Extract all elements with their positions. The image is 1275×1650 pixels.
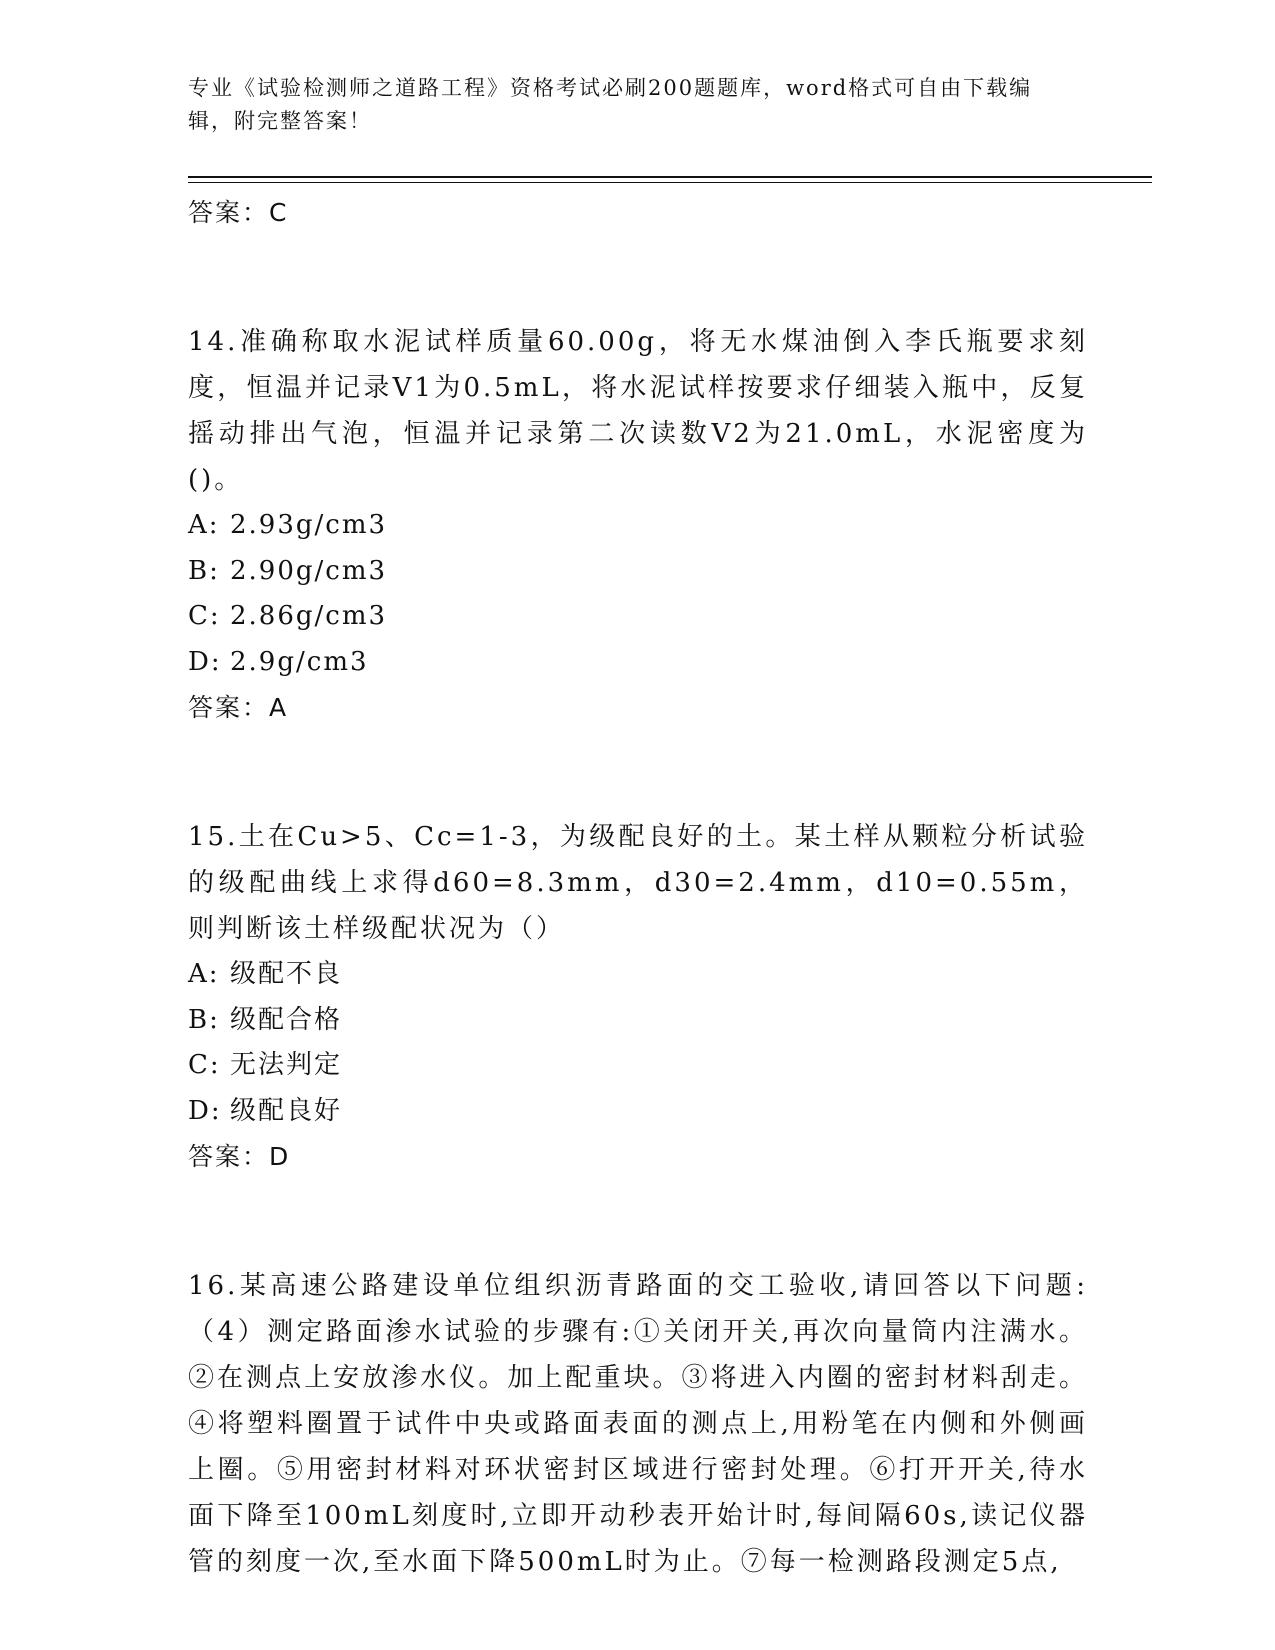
question-15 <box>188 814 1088 1180</box>
option-text: 级配不良 <box>230 959 343 989</box>
header-divider-thin <box>188 182 1152 183</box>
option-text: 级配合格 <box>230 1004 343 1035</box>
option-letter: D: <box>188 1095 222 1126</box>
option-letter: C: <box>188 1050 221 1080</box>
question-14 <box>188 319 1088 731</box>
header-divider <box>188 176 1152 178</box>
option-b <box>188 998 1088 1044</box>
option-text: 2.86g/cm3 <box>230 601 388 631</box>
question-16 <box>188 1263 1088 1585</box>
answer-13: 答案：C <box>188 198 289 227</box>
option-c <box>188 1043 1088 1089</box>
option-d <box>188 640 1088 686</box>
option-text: 2.9g/cm3 <box>230 646 369 677</box>
option-text: 级配良好 <box>230 1095 343 1126</box>
option-c <box>188 594 1088 640</box>
question-stem: 15.土在Cu>5、Cc=1-3，为级配良好的土。某土样从颗粒分析试验的级配曲线上求得d60=8.3mm，d30=2.4mm，d10=0.55m，则判断该土样级配状况为（） <box>188 822 1088 944</box>
option-text: 2.93g/cm3 <box>230 510 388 540</box>
option-a <box>188 952 1088 998</box>
option-a <box>188 503 1088 549</box>
answer-15: 答案：D <box>188 1142 291 1171</box>
document-body <box>188 190 1088 1585</box>
option-text: 无法判定 <box>230 1050 343 1080</box>
option-letter: B: <box>188 1004 220 1035</box>
option-b <box>188 549 1088 595</box>
answer-14: 答案：A <box>188 693 289 722</box>
option-letter: A: <box>188 959 220 989</box>
page-header: 专业《试验检测师之道路工程》资格考试必刷200题题库，word格式可自由下载编辑，附完整答案！ <box>188 76 1033 133</box>
option-letter: A: <box>188 510 220 540</box>
question-stem: 16.某高速公路建设单位组织沥青路面的交工验收,请回答以下问题:（4）测定路面渗水试验的步骤有:①关闭开关,再次向量筒内注满水。②在测点上安放渗水仪。加上配重块。③将进入内圈的密封材料刮走。④将塑料圈置于试件中央或路面表面的测点上,用粉笔在内侧和外侧画上圈。⑤用密封材料对环状密封区域进行密封处理。⑥打开开关,待水面下降至100mL刻度时,立即开动秒表开始计时,每间隔60s,读记仪器管的刻度一次,至水面下降500mL时为止。⑦每一检测路段测定5点, <box>188 1271 1088 1577</box>
option-letter: D: <box>188 646 222 677</box>
option-letter: C: <box>188 601 221 631</box>
question-stem: 14.准确称取水泥试样质量60.00g，将无水煤油倒入李氏瓶要求刻度，恒温并记录V1为0.5mL，将水泥试样按要求仔细装入瓶中，反复摇动排出气泡，恒温并记录第二次读数V2为21.0mL，水泥密度为()。 <box>188 327 1088 495</box>
option-text: 2.90g/cm3 <box>230 555 388 586</box>
option-letter: B: <box>188 555 220 586</box>
option-d <box>188 1089 1088 1135</box>
